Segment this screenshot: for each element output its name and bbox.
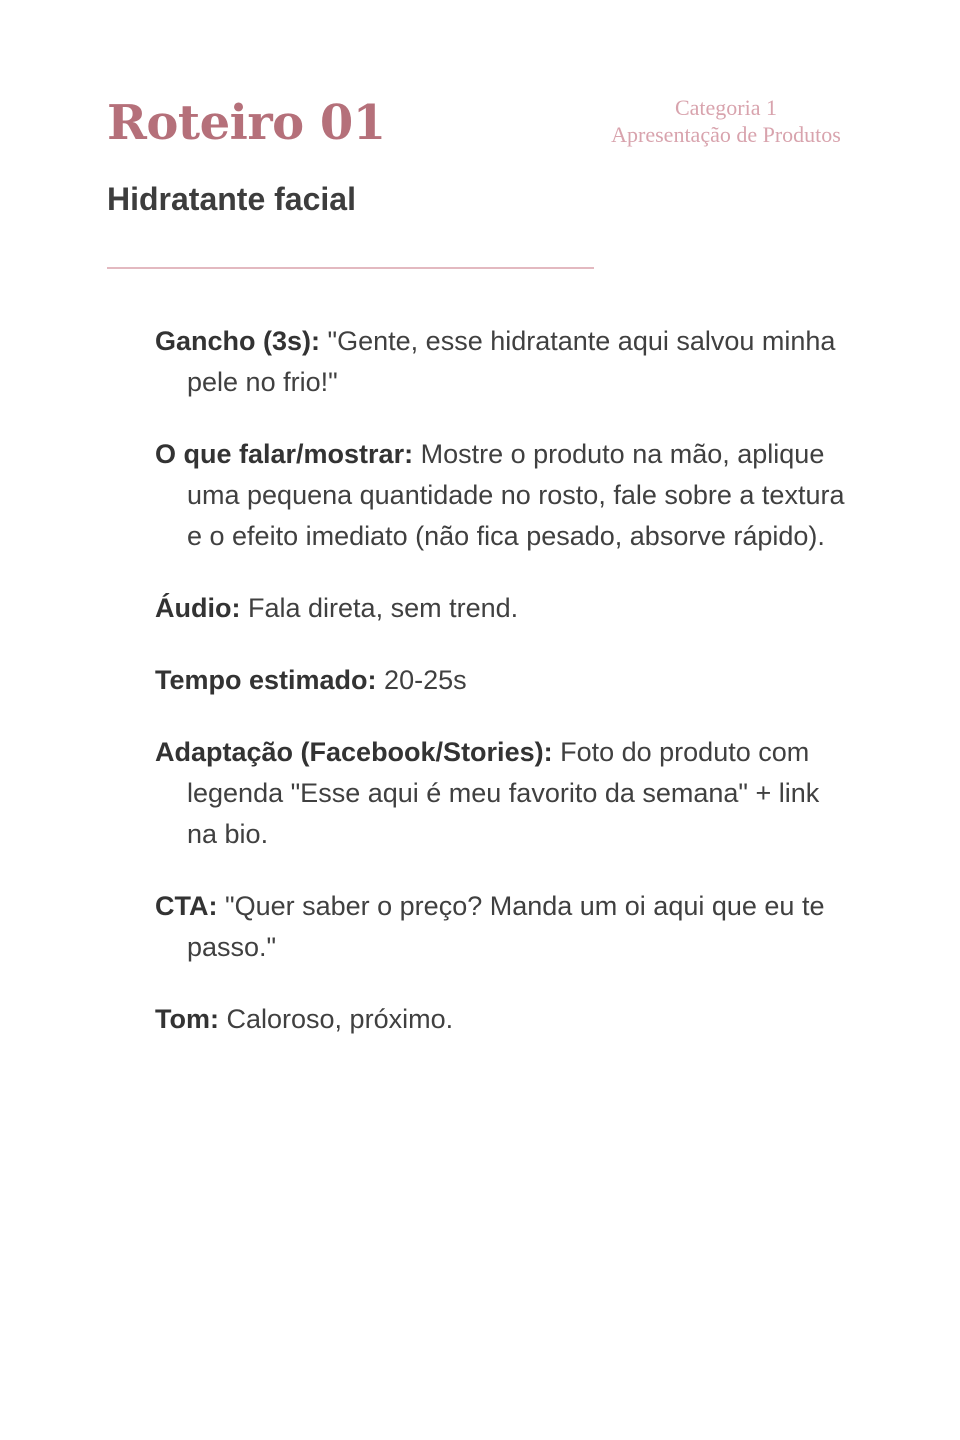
category-label: Categoria 1 bbox=[674, 95, 778, 120]
section-hook bbox=[155, 321, 855, 403]
section-label: Gancho (3s): bbox=[155, 326, 321, 356]
section-label: Adaptação (Facebook/Stories): bbox=[155, 737, 553, 767]
section-label: O que falar/mostrar: bbox=[155, 439, 414, 469]
script-sections bbox=[155, 321, 855, 1071]
section-duration bbox=[155, 660, 855, 701]
section-what-to-show bbox=[155, 434, 855, 557]
section-label: Tom: bbox=[155, 1004, 219, 1034]
section-text: "Gente, esse hidratante aqui salvou minha pele no frio!" bbox=[187, 326, 836, 397]
section-cta bbox=[155, 886, 855, 968]
section-text: 20-25s bbox=[384, 665, 467, 695]
section-text: Fala direta, sem trend. bbox=[248, 593, 519, 623]
section-label: Tempo estimado: bbox=[155, 665, 377, 695]
page-title: Roteiro 01 bbox=[107, 95, 386, 151]
page-subtitle: Hidratante facial bbox=[107, 181, 356, 217]
section-tone bbox=[155, 999, 855, 1040]
section-label: CTA: bbox=[155, 891, 218, 921]
section-text: Mostre o produto na mão, aplique uma pequena quantidade no rosto, fale sobre a textura e o efeito imediato (não fica pesado, absorve rápido). bbox=[187, 439, 845, 551]
section-label: Áudio: bbox=[155, 593, 241, 623]
category-block bbox=[560, 94, 892, 148]
section-adaptation bbox=[155, 732, 855, 855]
section-text: Caloroso, próximo. bbox=[226, 1004, 454, 1034]
section-text: Foto do produto com legenda "Esse aqui é meu favorito da semana" + link na bio. bbox=[187, 737, 820, 849]
divider bbox=[107, 267, 594, 269]
section-audio bbox=[155, 588, 855, 629]
category-name: Apresentação de Produtos bbox=[611, 122, 841, 147]
section-text: "Quer saber o preço? Manda um oi aqui que eu te passo." bbox=[187, 891, 825, 962]
